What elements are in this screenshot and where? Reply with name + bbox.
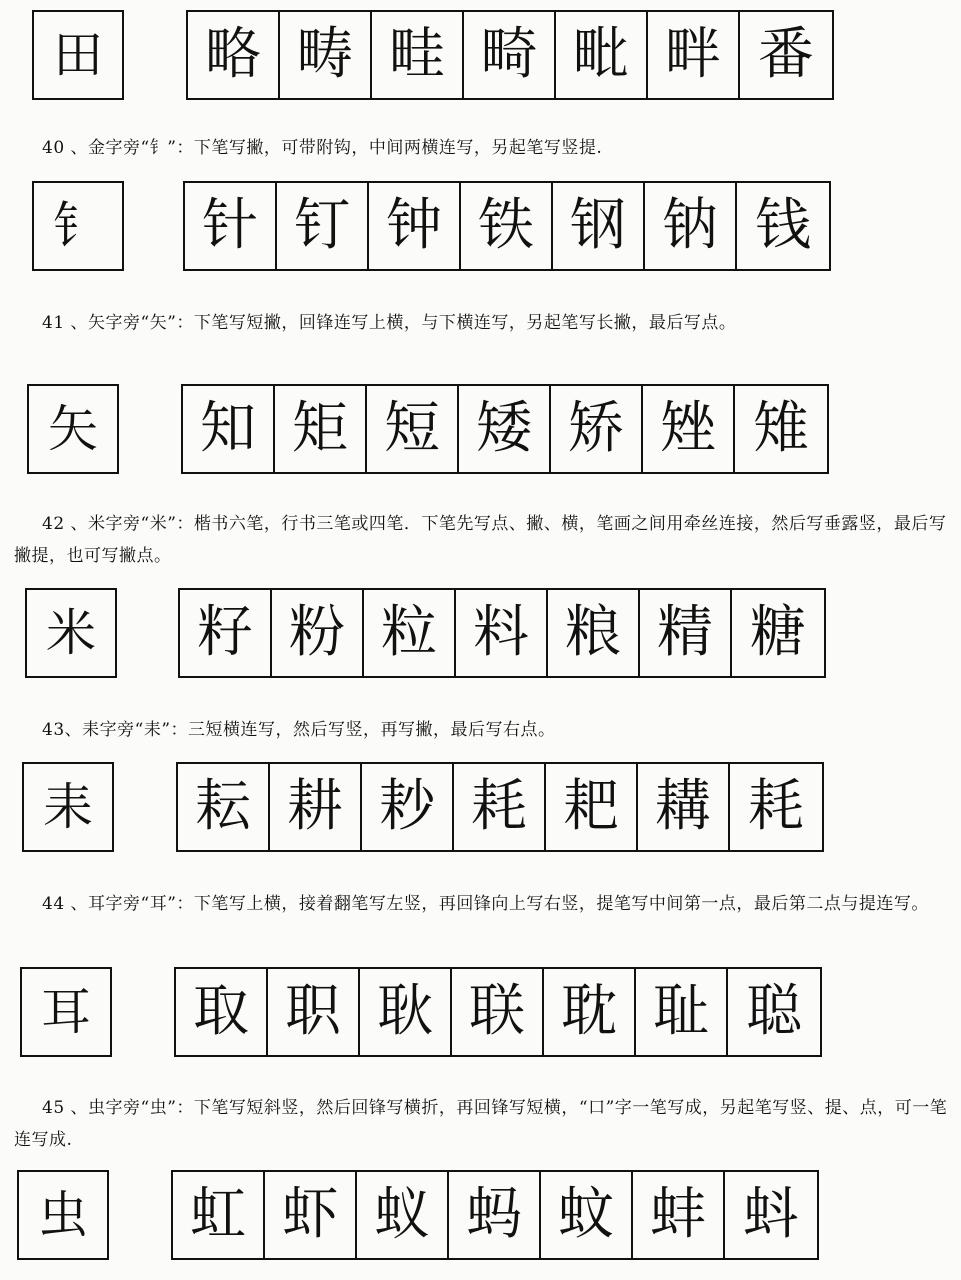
example-char: 虾 <box>265 1172 357 1258</box>
example-char: 耗 <box>748 774 804 839</box>
example-char: 耗 <box>454 764 546 850</box>
example-char: 矬 <box>643 386 735 472</box>
example-char-strip <box>174 967 822 1057</box>
example-char: 钟 <box>369 183 461 269</box>
section-description: 43、耒字旁“耒”：三短横连写，然后写竖，再写撇，最后写右点。 <box>42 720 556 740</box>
example-char: 虹 <box>173 1172 265 1258</box>
example-char: 精 <box>640 590 732 676</box>
radical-box: 矢 <box>27 384 119 474</box>
example-char: 钠 <box>645 183 737 269</box>
example-char: 短 <box>367 386 459 472</box>
example-char: 料 <box>456 590 548 676</box>
section-description: 42 、米字旁“米”：楷书六笔，行书三笔或四笔．下笔先写点、撇、横，笔画之间用牵丝连接，然后写垂露竖，最后写撇提，也可写撇点。 <box>14 514 947 566</box>
example-char: 毗 <box>556 12 648 98</box>
example-char: 蚪 <box>743 1182 799 1247</box>
section-description: 40 、金字旁“钅”：下笔写撇，可带附钩，中间两横连写，另起笔写竖提. <box>42 138 603 158</box>
example-char-strip <box>183 181 831 271</box>
example-char: 矫 <box>551 386 643 472</box>
example-char: 耘 <box>178 764 270 850</box>
example-char: 针 <box>185 183 277 269</box>
example-char: 粉 <box>272 590 364 676</box>
example-char: 耕 <box>270 764 362 850</box>
example-char: 耙 <box>546 764 638 850</box>
example-char-strip <box>178 588 826 678</box>
example-char: 钢 <box>553 183 645 269</box>
example-char: 糖 <box>750 600 806 665</box>
example-char: 钉 <box>277 183 369 269</box>
radical-row-er <box>0 967 961 1057</box>
radical-box: 田 <box>32 10 124 100</box>
radical-box: 耒 <box>22 762 114 852</box>
section-description: 44 、耳字旁“耳”：下笔写上横，接着翻笔写左竖，再回锋向上写右竖，提笔写中间第一点，最后第二点与提连写。 <box>42 894 929 914</box>
radical-box: 虫 <box>17 1170 109 1260</box>
radical-box: 耳 <box>20 967 112 1057</box>
radical-row-shi <box>0 384 961 474</box>
example-char: 知 <box>183 386 275 472</box>
example-char: 畦 <box>372 12 464 98</box>
example-char-strip <box>176 762 824 852</box>
example-char: 取 <box>176 969 268 1055</box>
radical-row-mi <box>0 588 961 678</box>
example-char: 略 <box>188 12 280 98</box>
example-char-strip <box>181 384 829 474</box>
example-char: 耩 <box>638 764 730 850</box>
radical-row-jin <box>0 181 961 271</box>
example-char-strip <box>186 10 834 100</box>
example-char: 矮 <box>459 386 551 472</box>
section-description: 45 、虫字旁“虫”：下笔写短斜竖，然后回锋写横折，再回锋写短横，“口”字一笔写成，另起笔写竖、提、点，可一笔连写成. <box>14 1098 948 1150</box>
example-char: 籽 <box>180 590 272 676</box>
example-char: 耽 <box>544 969 636 1055</box>
radical-row-chong <box>0 1170 961 1260</box>
example-char: 粮 <box>548 590 640 676</box>
example-char: 职 <box>268 969 360 1055</box>
example-char: 聪 <box>746 979 802 1044</box>
example-char: 耖 <box>362 764 454 850</box>
example-char: 耻 <box>636 969 728 1055</box>
example-char: 蚌 <box>633 1172 725 1258</box>
example-char: 矩 <box>275 386 367 472</box>
example-char: 畸 <box>464 12 556 98</box>
radical-box: 米 <box>25 588 117 678</box>
radical-row-lei <box>0 762 961 852</box>
example-char: 铁 <box>461 183 553 269</box>
radical-row-tian <box>0 10 961 100</box>
example-char: 番 <box>758 22 814 87</box>
example-char: 耿 <box>360 969 452 1055</box>
example-char: 蚂 <box>449 1172 541 1258</box>
example-char: 畔 <box>648 12 740 98</box>
example-char-strip <box>171 1170 819 1260</box>
radical-box: 钅 <box>32 181 124 271</box>
example-char: 钱 <box>755 193 811 258</box>
example-char: 粒 <box>364 590 456 676</box>
example-char: 雉 <box>753 396 809 461</box>
section-description: 41 、矢字旁“矢”：下笔写短撇，回锋连写上横，与下横连写，另起笔写长撇，最后写点。 <box>42 313 737 333</box>
example-char: 蚁 <box>357 1172 449 1258</box>
example-char: 联 <box>452 969 544 1055</box>
example-char: 畴 <box>280 12 372 98</box>
example-char: 蚊 <box>541 1172 633 1258</box>
